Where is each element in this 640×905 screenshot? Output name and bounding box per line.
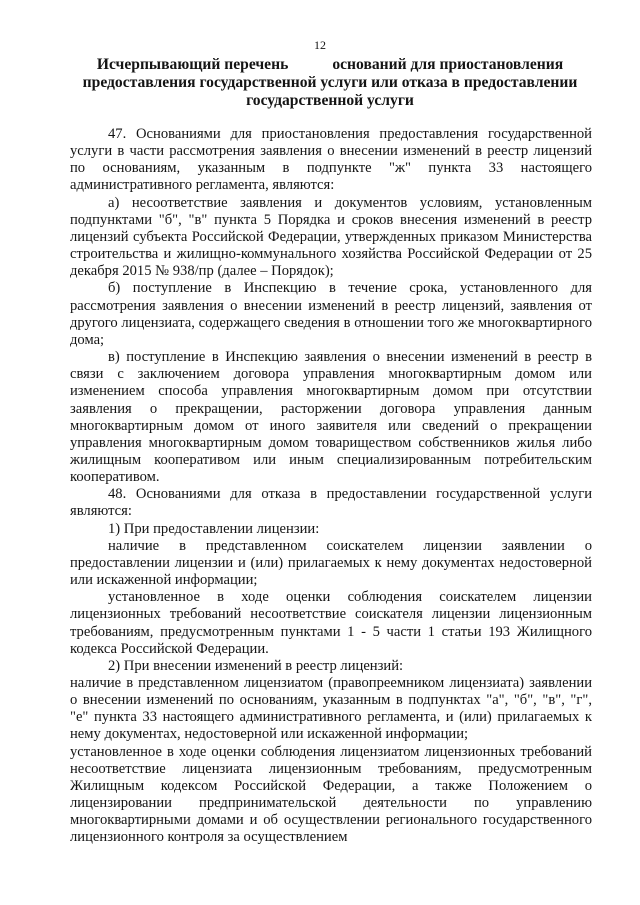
heading-line-1-right: оснований для приостановления [332,56,564,73]
heading-line-3: государственной услуги [246,92,414,109]
paragraph-48-1-a: наличие в представленном соискателем лицензии заявлении о предоставлении лицензии и (или) прилагаемых к нему документах недостоверной или искаженной информации; [70,537,592,589]
section-heading [70,56,590,110]
paragraph-47-v: в) поступление в Инспекцию заявления о внесении изменений в реестр в связи с заключением договора управления многоквартирным домом или изменением способа управления многоквартирным домом при отсутствии заявления о прекращении, расторжении договора управления данным многоквартирным домом от иного заявителя или сведений о прекращении управления многоквартирным домом товариществом собственников жилья либо жилищным кооперативом или иным специализированным потребительским кооперативом. [70,349,592,486]
document-body [70,126,592,847]
paragraph-48-2: 2) При внесении изменений в реестр лицензий: [108,657,404,674]
paragraph-48-1-b: установленное в ходе оценки соблюдения соискателем лицензии лицензионных требований несоответствие соискателя лицензии лицензионным требованиям, предусмотренным пунктами 1 - 5 части 1 статьи 193 Жилищного кодекса Российской Федерации. [70,589,592,657]
heading-line-1 [70,56,590,74]
paragraph-47-a: а) несоответствие заявления и документов условиям, установленным подпунктами "б", "в" пункта 5 Порядка и сроков внесения изменений в реестр лицензий субъекта Российской Федерации, утвержденных приказом Министерства строительства и жилищно-коммунального хозяйства Российской Федерации от 25 декабря 2015 № 938/пр (далее – Порядок); [70,194,592,280]
paragraph-48: 48. Основаниями для отказа в предоставлении государственной услуги являются: [70,486,592,520]
paragraph-47: 47. Основаниями для приостановления предоставления государственной услуги в части рассмотрения заявления о внесении изменений в реестр лицензий по основаниям, указанным в подпункте "ж" пункта 33 настоящего административного регламента, являются: [70,126,592,194]
heading-line-2: предоставления государственной услуги или отказа в предоставлении [82,74,578,91]
heading-line-1-left: Исчерпывающий перечень [96,56,289,73]
page-number: 12 [314,38,326,52]
paragraph-48-1: 1) При предоставлении лицензии: [108,520,320,537]
paragraph-47-b: б) поступление в Инспекцию в течение срока, установленного для рассмотрения заявления о внесении изменений в реестр лицензий, заявления от другого лицензиата, содержащего сведения в отношении того же многоквартирного дома; [70,280,592,348]
paragraph-48-2-b: установленное в ходе оценки соблюдения лицензиатом лицензионных требований несоответствие лицензиата лицензионным требованиям, предусмотренным Жилищным кодексом Российской Федерации, а также Положением о лицензировании предпринимательской деятельности по управлению многоквартирными домами и об осуществлении регионального государственного лицензионного контроля за осуществлением [70,743,592,846]
paragraph-48-2-a: наличие в представленном лицензиатом (правопреемником лицензиата) заявлении о внесении изменений по основаниям, указанным в подпунктах "а", "б", "в", "г", "е" пункта 33 настоящего административного регламента, и (или) прилагаемых к нему документах, недостоверной или искаженной информации; [70,675,592,743]
